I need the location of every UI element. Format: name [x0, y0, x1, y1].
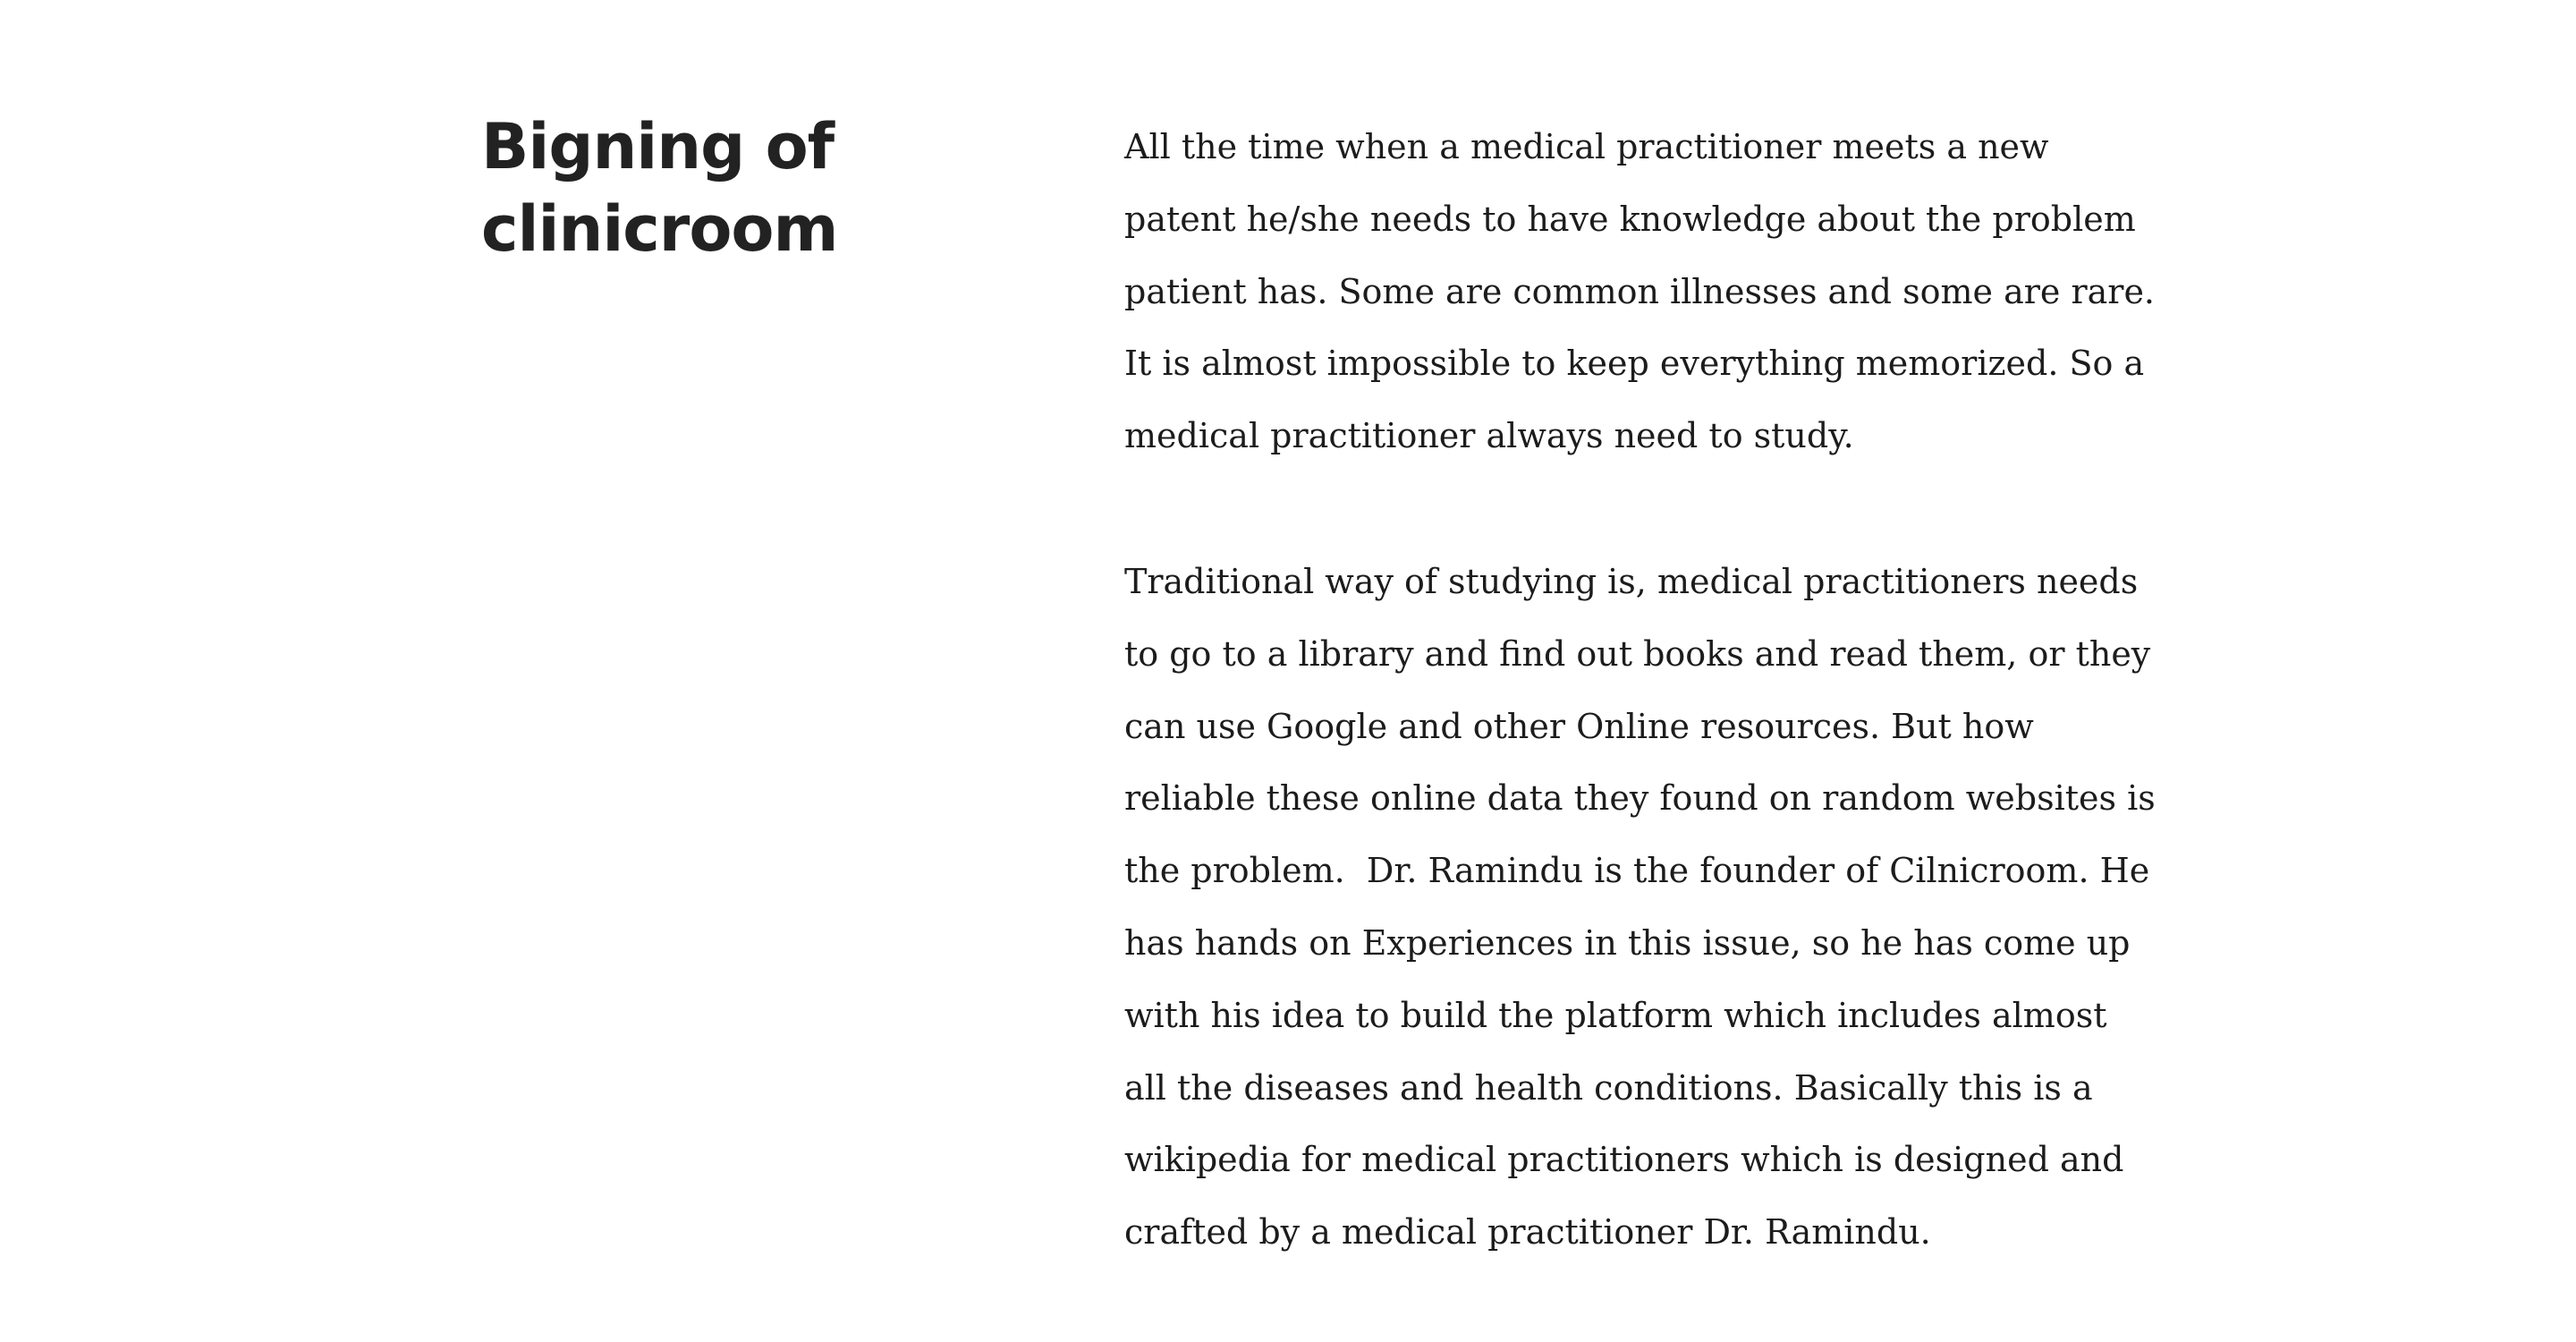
paragraph-2	[1124, 546, 2156, 1269]
paragraph-line: patent he/she needs to have knowledge about the problem	[1124, 199, 2136, 239]
paragraph-line: all the diseases and health conditions. Basically this is a	[1124, 1067, 2093, 1108]
paragraph-1	[1124, 111, 2156, 472]
paragraph-line: has hands on Experiences in this issue, so he has come up	[1124, 922, 2131, 963]
body-text	[1124, 111, 2156, 1342]
paragraph-line: patient has. Some are common illnesses and some are rare.	[1124, 271, 2156, 311]
paragraph-line: It is almost impossible to keep everything memorized. So a	[1124, 344, 2145, 384]
paragraph-line: the problem. Dr. Ramindu is the founder of Cilnicroom. He	[1124, 851, 2150, 891]
paragraph-line: Traditional way of studying is, medical practitioners needs	[1124, 561, 2139, 601]
paragraph-line: All the time when a medical practitioner meets a new	[1124, 127, 2049, 166]
section-heading	[481, 106, 982, 270]
heading-line: Bigning of	[481, 110, 835, 183]
paragraph-line: can use Google and other Online resources. But how	[1124, 706, 2034, 746]
paragraph-line: medical practitioner always need to study.	[1124, 416, 1854, 456]
paragraph-line: crafted by a medical practitioner Dr. Ramindu.	[1124, 1212, 1931, 1253]
paragraph-line: wikipedia for medical practitioners which is designed and	[1124, 1140, 2124, 1180]
paragraph-line: reliable these online data they found on random websites is	[1124, 778, 2156, 819]
paragraph-line: with his idea to build the platform which includes almost	[1124, 995, 2107, 1035]
paragraph-line: to go to a library and find out books and read them, or they	[1124, 633, 2151, 674]
heading-line: clinicroom	[481, 192, 838, 266]
